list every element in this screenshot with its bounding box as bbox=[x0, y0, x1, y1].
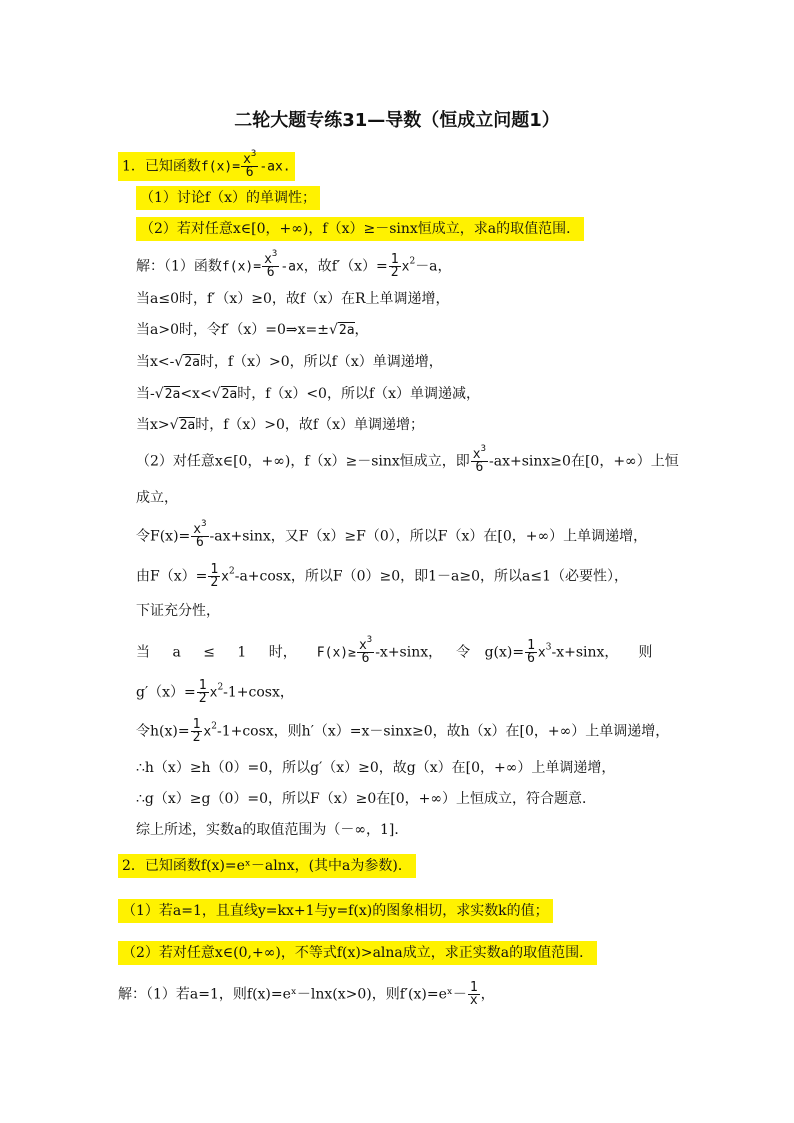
solution-1-line-8: 成立， bbox=[136, 490, 178, 506]
solution-1-line-17: 综上所述，实数a的取值范围为（－∞，1]． bbox=[136, 822, 409, 838]
solution-1-line-16: ∴g（x）≥g（0）=0，所以F（x）≥0在[0，+∞）上恒成立，符合题意． bbox=[136, 791, 597, 807]
solution-1-line-4: 当x<-√2a时，f（x）>0，所以f（x）单调递增， bbox=[136, 354, 443, 370]
problem-1-stem: 1．已知函数f(x)= $\frac{x^3}{6}$ -ax. bbox=[118, 152, 295, 181]
solution-2-line-1: 解：（1）若a=1，则f(x)=eˣ－lnx(x>0)，则f′(x)=eˣ－ $\frac{1}{x}$ ， bbox=[118, 980, 495, 1008]
problem-1-part-1: （1）讨论f（x）的单调性； bbox=[136, 186, 320, 210]
solution-1-line-9: 令F(x)= $\frac{x^3}{6}$ -ax+sinx，又F（x）≥F（0），所以F（x）在[0，+∞）上单调递增， bbox=[136, 519, 648, 550]
problem-2-stem: 2．已知函数f(x)=eˣ－alnx，(其中a为参数)． bbox=[118, 854, 416, 878]
solution-1-line-5: 当-√2a<x<√2a时，f（x）<0，所以f（x）单调递减， bbox=[136, 386, 481, 402]
solution-1-line-12: 当 a ≤ 1 时， F(x)≥ $\frac{x^3}{6}$ -x+sinx， 令 g(x)= $\frac{1}{6}$ $x^3-x+\sin x$， 则 bbox=[136, 635, 653, 666]
problem-2-part-1: （1）若a=1，且直线y=kx+1与y=f(x)的图象相切，求实数k的值； bbox=[118, 899, 553, 923]
page-title: 二轮大题专练31—导数（恒成立问题1） bbox=[234, 110, 560, 131]
solution-1-line-3: 当a>0时，令f′（x）=0⇒x=±√2a， bbox=[136, 322, 369, 338]
solution-1-line-1: 解：（1）函数f(x)= $\frac{x^3}{6}$ -ax，故f′（x）= $\frac{1}{2}$ $x^2-a$， bbox=[136, 249, 452, 280]
solution-1-line-15: ∴h（x）≥h（0）=0，所以g′（x）≥0，故g（x）在[0，+∞）上单调递增， bbox=[136, 760, 616, 776]
solution-1-line-11: 下证充分性， bbox=[136, 603, 220, 619]
solution-1-line-2: 当a≤0时，f′（x）≥0，故f（x）在R上单调递增， bbox=[136, 291, 450, 307]
problem-2-part-2: （2）若对任意x∈(0,+∞)，不等式f(x)>alna成立，求正实数a的取值范围． bbox=[118, 941, 597, 965]
problem-1-part-2: （2）若对任意x∈[0，+∞)，f（x）≥－sinx恒成立，求a的取值范围． bbox=[136, 217, 584, 241]
fraction: $\frac{x^3}{6}$ bbox=[243, 149, 257, 180]
solution-1-line-7: （2）对任意x∈[0，+∞)，f（x）≥－sinx恒成立，即 $\frac{x^3}{6}$ -ax+sinx≥0在[0，+∞）上恒 bbox=[136, 444, 679, 475]
solution-1-line-6: 当x>√2a时，f（x）>0，故f（x）单调递增； bbox=[136, 417, 425, 433]
solution-1-line-14: 令h(x)= $\frac{1}{2}$ $x^2-1+\cos x$，则h′（x）=x－sinx≥0，故h（x）在[0，+∞）上单调递增， bbox=[136, 717, 670, 745]
solution-1-line-10: 由F（x）= $\frac{1}{2}$ $x^2-a+\cos x$，所以F（0）≥0，即1－a≥0，所以a≤1（必要性）， bbox=[136, 562, 629, 590]
solution-1-line-13: g′（x）= $\frac{1}{2}$ $x^2-1+\cos x$， bbox=[136, 678, 294, 706]
